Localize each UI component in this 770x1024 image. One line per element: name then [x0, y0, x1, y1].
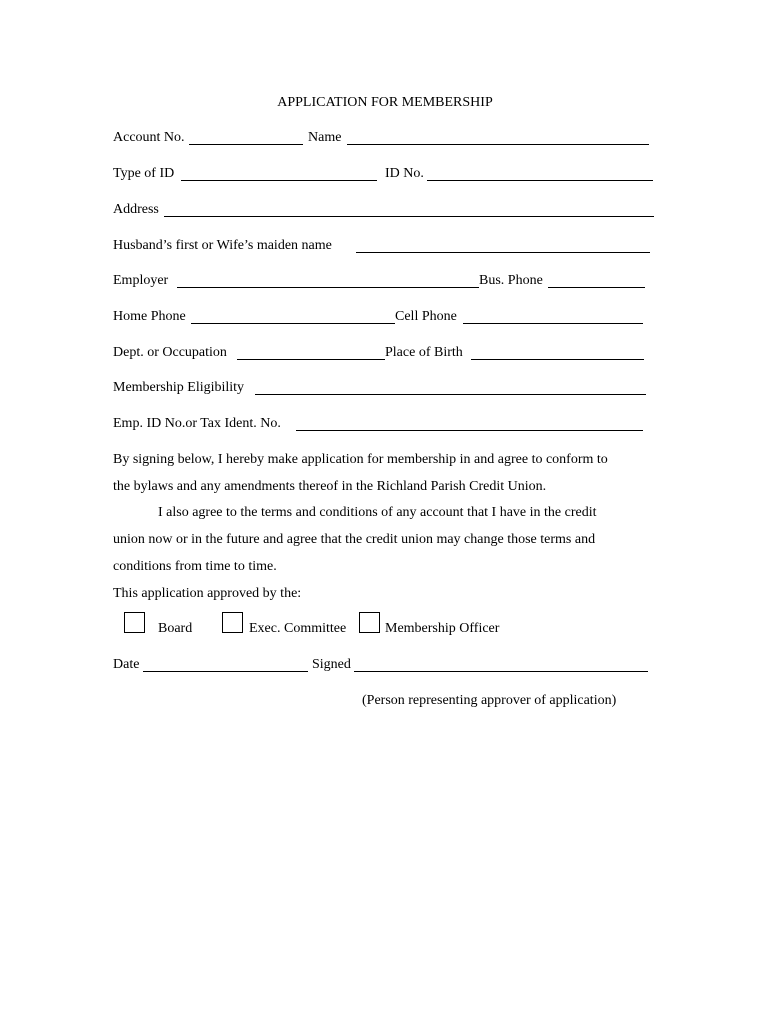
exec-committee-checkbox[interactable]	[222, 612, 243, 633]
occupation-field[interactable]	[237, 359, 385, 360]
agreement-line-2: the bylaws and any amendments thereof in the Richland Parish Credit Union.	[113, 479, 547, 494]
signature-field[interactable]	[354, 671, 648, 672]
home-phone-field[interactable]	[191, 323, 395, 324]
board-checkbox[interactable]	[124, 612, 145, 633]
address-label: Address	[113, 202, 159, 217]
date-field[interactable]	[143, 671, 308, 672]
place-of-birth-field[interactable]	[471, 359, 644, 360]
account-no-field[interactable]	[189, 144, 303, 145]
spouse-name-field[interactable]	[356, 252, 650, 253]
eligibility-field[interactable]	[255, 394, 646, 395]
cell-phone-field[interactable]	[463, 323, 643, 324]
cell-phone-label: Cell Phone	[395, 309, 457, 324]
exec-committee-label: Exec. Committee	[249, 621, 347, 636]
date-label: Date	[113, 657, 140, 672]
signed-label: Signed	[312, 657, 351, 672]
agreement-line-1: By signing below, I hereby make application for membership in and agree to conform to	[113, 452, 608, 467]
home-phone-label: Home Phone	[113, 309, 186, 324]
name-field[interactable]	[347, 144, 649, 145]
tax-id-field[interactable]	[296, 430, 643, 431]
id-no-label: ID No.	[385, 166, 424, 181]
approval-intro: This application approved by the:	[113, 586, 302, 601]
employer-label: Employer	[113, 273, 169, 288]
tax-id-label: Emp. ID No.or Tax Ident. No.	[113, 416, 281, 431]
board-label: Board	[158, 621, 193, 636]
spouse-name-label: Husband’s first or Wife’s maiden name	[113, 238, 332, 253]
signature-note: (Person representing approver of application)	[362, 693, 617, 708]
eligibility-label: Membership Eligibility	[113, 380, 245, 395]
place-of-birth-label: Place of Birth	[385, 345, 463, 360]
agreement-line-3: I also agree to the terms and conditions of any account that I have in the credit	[158, 505, 597, 520]
membership-officer-checkbox[interactable]	[359, 612, 380, 633]
id-no-field[interactable]	[427, 180, 653, 181]
type-of-id-label: Type of ID	[113, 166, 175, 181]
address-field[interactable]	[164, 216, 654, 217]
form-title: APPLICATION FOR MEMBERSHIP	[277, 95, 493, 110]
agreement-line-4: union now or in the future and agree that the credit union may change those terms and	[113, 532, 596, 547]
occupation-label: Dept. or Occupation	[113, 345, 227, 360]
type-of-id-field[interactable]	[181, 180, 377, 181]
agreement-line-5: conditions from time to time.	[113, 559, 277, 574]
bus-phone-label: Bus. Phone	[479, 273, 543, 288]
employer-field[interactable]	[177, 287, 479, 288]
membership-officer-label: Membership Officer	[385, 621, 500, 636]
account-no-label: Account No.	[113, 130, 185, 145]
bus-phone-field[interactable]	[548, 287, 645, 288]
name-label: Name	[308, 130, 342, 145]
